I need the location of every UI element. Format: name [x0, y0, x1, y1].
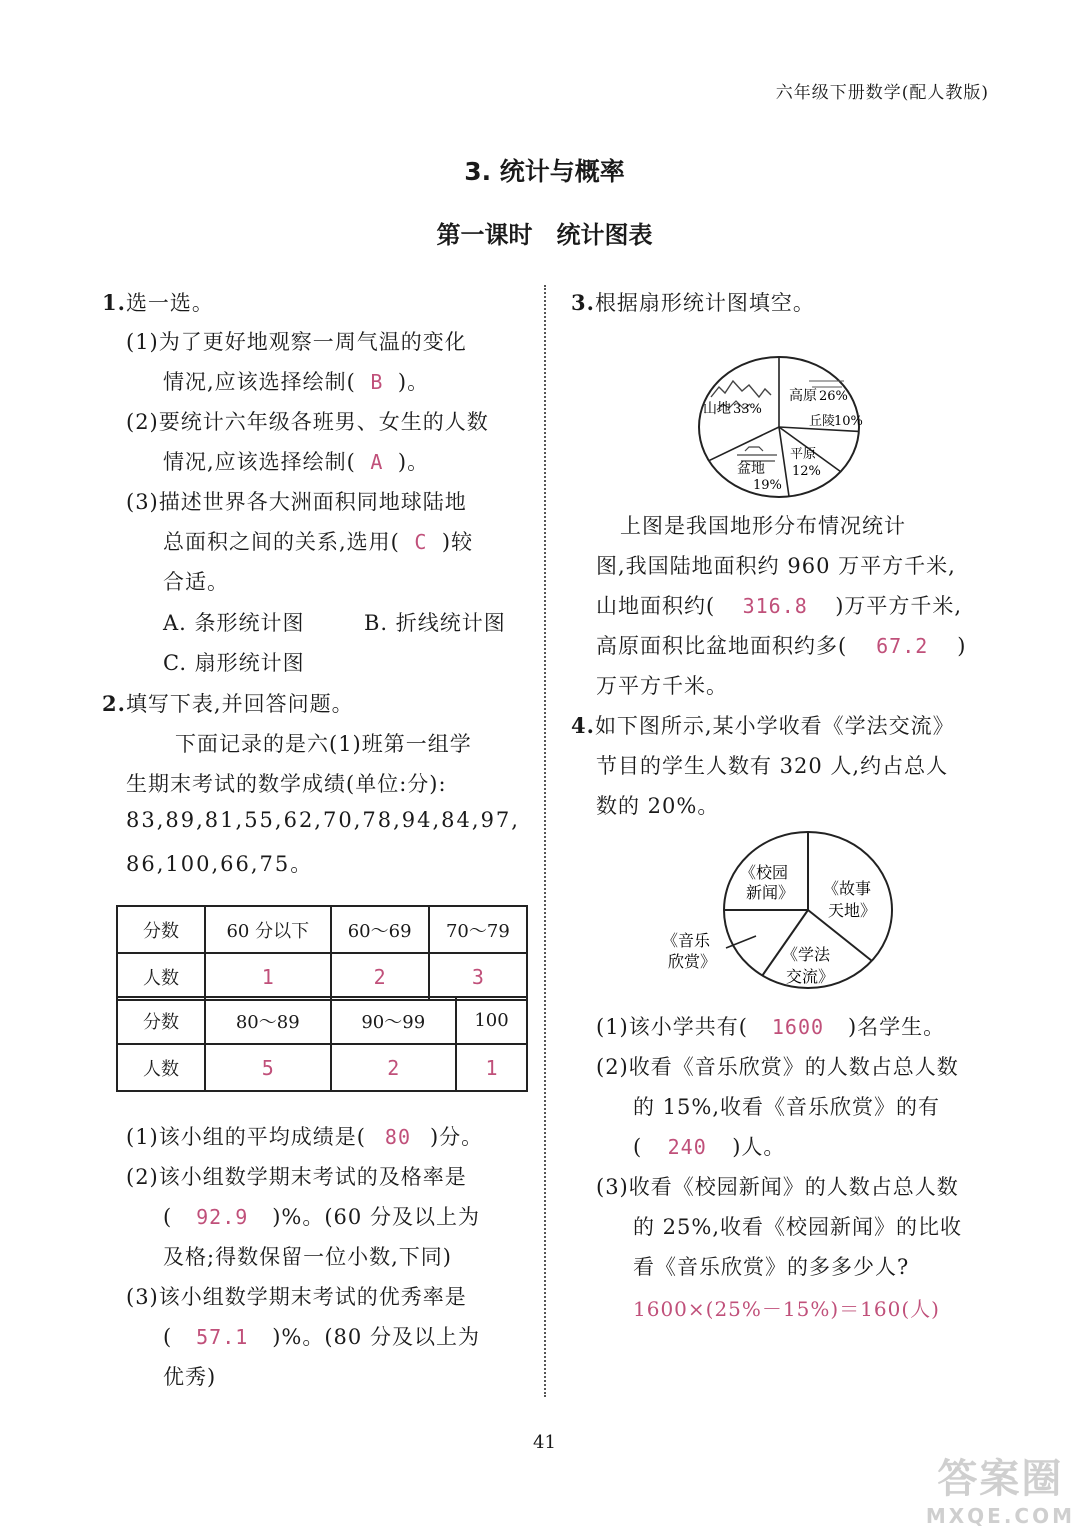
q3-text-line3-suffix: )万平方千米,: [835, 594, 963, 618]
slice-label-music-2: 欣赏》: [668, 952, 717, 971]
basin-sketch: [737, 447, 777, 461]
slice-label-plateau: 高原: [789, 388, 817, 404]
q3-text-line1: 上图是我国地形分布情况统计: [620, 514, 906, 538]
slice-value-hills: 10%: [834, 414, 863, 429]
slice-label-story-world: 《故事: [823, 879, 872, 898]
table-cell-answer: 5: [205, 1044, 331, 1091]
q4-number: 4.: [571, 713, 595, 738]
slice-value-basin: 19%: [753, 478, 782, 493]
table-row: [117, 997, 527, 1044]
slice-label-story-world-2: 天地》: [828, 901, 877, 920]
q2-title: 填写下表,并回答问题。: [125, 692, 354, 716]
table-cell-answer: 2: [331, 953, 429, 1000]
q2-s2-suffix: )%。(60 分及以上为: [272, 1205, 480, 1229]
slice-value-plateau: 26%: [819, 389, 848, 404]
score-table-bottom: [116, 996, 528, 1092]
q2-s3-prefix: (: [163, 1325, 173, 1349]
q1-p1-line2: 情况,应该选择绘制(: [163, 370, 356, 394]
q2-s2-prefix: (: [163, 1205, 173, 1229]
q4-s3-line2: 的 25%,收看《校园新闻》的比收: [633, 1215, 963, 1239]
q1-number: 1.: [102, 290, 126, 315]
q3-answer-2: 67.2: [876, 634, 929, 658]
q1-p1-answer: B: [370, 370, 384, 394]
q2-s1-text: (1)该小组的平均成绩是(: [126, 1125, 366, 1149]
watermark-url: MXQE.COM: [925, 1504, 1075, 1528]
q4-s2-line2: 的 15%,收看《音乐欣赏》的有: [633, 1095, 941, 1119]
slice-label-study-method-2: 交流》: [786, 967, 835, 986]
q4-s3-line1: (3)收看《校园新闻》的人数占总人数: [596, 1175, 959, 1199]
q3-text-line4-suffix: ): [957, 634, 967, 658]
q3-answer-1: 316.8: [742, 594, 808, 618]
table-cell: 60～69: [331, 906, 429, 953]
q1-p2-line1: (2)要统计六年级各班男、女生的人数: [126, 410, 489, 434]
table-cell: 100: [456, 997, 527, 1044]
q1-p3-answer: C: [414, 530, 428, 554]
section-title: 3. 统计与概率: [464, 157, 625, 186]
slice-label-study-method: 《学法: [782, 945, 831, 964]
table-cell: 人数: [117, 1044, 205, 1091]
table-row: [117, 953, 527, 1000]
table-cell: 分数: [117, 906, 205, 953]
q1-option-b: B. 折线统计图: [364, 611, 506, 635]
q1-p3-line3: 合适。: [163, 570, 229, 594]
q4-s3-answer: 1600×(25%－15%)＝160(人): [633, 1297, 940, 1321]
q2-s3-line3: 优秀): [163, 1365, 217, 1389]
q3-text-line4: 高原面积比盆地面积约多(: [596, 634, 848, 658]
mountain-sketch: [711, 381, 771, 397]
program-pie-chart: [660, 830, 900, 995]
q3-number: 3.: [571, 290, 595, 315]
q2-s3-answer: 57.1: [196, 1325, 249, 1349]
q1-p3-line2: 总面积之间的关系,选用(: [163, 530, 400, 554]
q2-s1-suffix: )分。: [429, 1125, 484, 1149]
q1-p3-line1: (3)描述世界各大洲面积同地球陆地: [126, 490, 467, 514]
q2-desc-line1: 下面记录的是六(1)班第一组学: [175, 732, 472, 756]
q3-text-line5: 万平方千米。: [596, 674, 728, 698]
q2-desc-line2: 生期末考试的数学成绩(单位:分):: [126, 772, 447, 796]
q4-s1-text: (1)该小学共有(: [596, 1015, 748, 1039]
q2-number: 2.: [102, 691, 126, 716]
lesson-title: 第一课时 统计图表: [436, 221, 653, 249]
table-cell: 70～79: [429, 906, 527, 953]
q1-option-a: A. 条形统计图: [163, 611, 305, 635]
q1-option-c: C. 扇形统计图: [163, 651, 305, 675]
slice-label-mountain: 山地: [703, 401, 731, 417]
q2-scores-line2: 86,100,66,75。: [126, 852, 314, 876]
q4-s3-line3: 看《音乐欣赏》的多多少人?: [633, 1255, 910, 1279]
slice-label-campus-news-2: 新闻》: [746, 883, 795, 902]
slice-label-plain: 平原: [790, 447, 817, 462]
table-row: [117, 1044, 527, 1091]
q1-p1-line1: (1)为了更好地观察一周气温的变化: [126, 330, 467, 354]
q4-s1-answer: 1600: [771, 1015, 825, 1039]
table-cell-answer: 1: [205, 953, 331, 1000]
slice-label-campus-news: 《校园: [740, 863, 789, 882]
q1-p3-suffix: )较: [441, 530, 474, 554]
slice-boundary-山地: [709, 427, 779, 461]
q4-intro-line3: 数的 20%。: [596, 794, 720, 818]
q4-intro-line2: 节目的学生人数有 320 人,约占总人: [596, 754, 949, 778]
q4-s2-line1: (2)收看《音乐欣赏》的人数占总人数: [596, 1055, 959, 1079]
q1-title: 选一选。: [125, 291, 214, 315]
page-number: 41: [533, 1432, 556, 1453]
q3-text-line3: 山地面积约(: [596, 594, 716, 618]
slice-label-music: 《音乐: [662, 931, 711, 950]
q2-s3-suffix: )%。(80 分及以上为: [272, 1325, 480, 1349]
q2-s2-line3: 及格;得数保留一位小数,下同): [163, 1245, 452, 1269]
table-cell: 80～89: [205, 997, 331, 1044]
q2-s1-answer: 80: [384, 1125, 411, 1149]
q2-s2-answer: 92.9: [196, 1205, 249, 1229]
slice-label-basin: 盆地: [737, 461, 765, 477]
q3-text-line2: 图,我国陆地面积约 960 万平方千米,: [596, 554, 956, 578]
table-cell-answer: 3: [429, 953, 527, 1000]
slice-label-hills: 丘陵: [809, 414, 836, 429]
q1-p2-answer: A: [370, 450, 384, 474]
q2-s3-line1: (3)该小组数学期末考试的优秀率是: [126, 1285, 467, 1309]
q4-s2-prefix: (: [633, 1135, 643, 1159]
column-divider: [544, 285, 546, 1397]
q4-s1-suffix: )名学生。: [847, 1015, 946, 1039]
q1-p2-line2: 情况,应该选择绘制(: [163, 450, 356, 474]
score-table-top: [116, 905, 528, 1001]
q4-s2-answer: 240: [667, 1135, 707, 1159]
slice-value-mountain: 33%: [733, 402, 762, 417]
q1-p2-suffix: )。: [397, 450, 430, 474]
table-cell: 90～99: [331, 997, 457, 1044]
table-cell: 60 分以下: [205, 906, 331, 953]
page-header: 六年级下册数学(配人教版): [775, 83, 989, 103]
q3-title: 根据扇形统计图填空。: [594, 291, 815, 315]
table-cell: 人数: [117, 953, 205, 1000]
table-cell: 分数: [117, 997, 205, 1044]
watermark: [926, 1447, 1075, 1528]
table-cell-answer: 1: [456, 1044, 527, 1091]
q1-p1-suffix: )。: [397, 370, 430, 394]
terrain-pie-chart: [697, 355, 867, 500]
slice-value-plain: 12%: [792, 464, 821, 479]
q2-s2-line1: (2)该小组数学期末考试的及格率是: [126, 1165, 467, 1189]
table-cell-answer: 2: [331, 1044, 457, 1091]
q4-intro-line1: 如下图所示,某小学收看《学法交流》: [594, 714, 955, 738]
plateau-sketch: [809, 381, 844, 387]
table-row: [117, 906, 527, 953]
q2-scores-line1: 83,89,81,55,62,70,78,94,84,97,: [126, 808, 520, 832]
q4-s2-suffix: )人。: [732, 1135, 786, 1159]
watermark-title: 答案圈: [937, 1456, 1064, 1502]
